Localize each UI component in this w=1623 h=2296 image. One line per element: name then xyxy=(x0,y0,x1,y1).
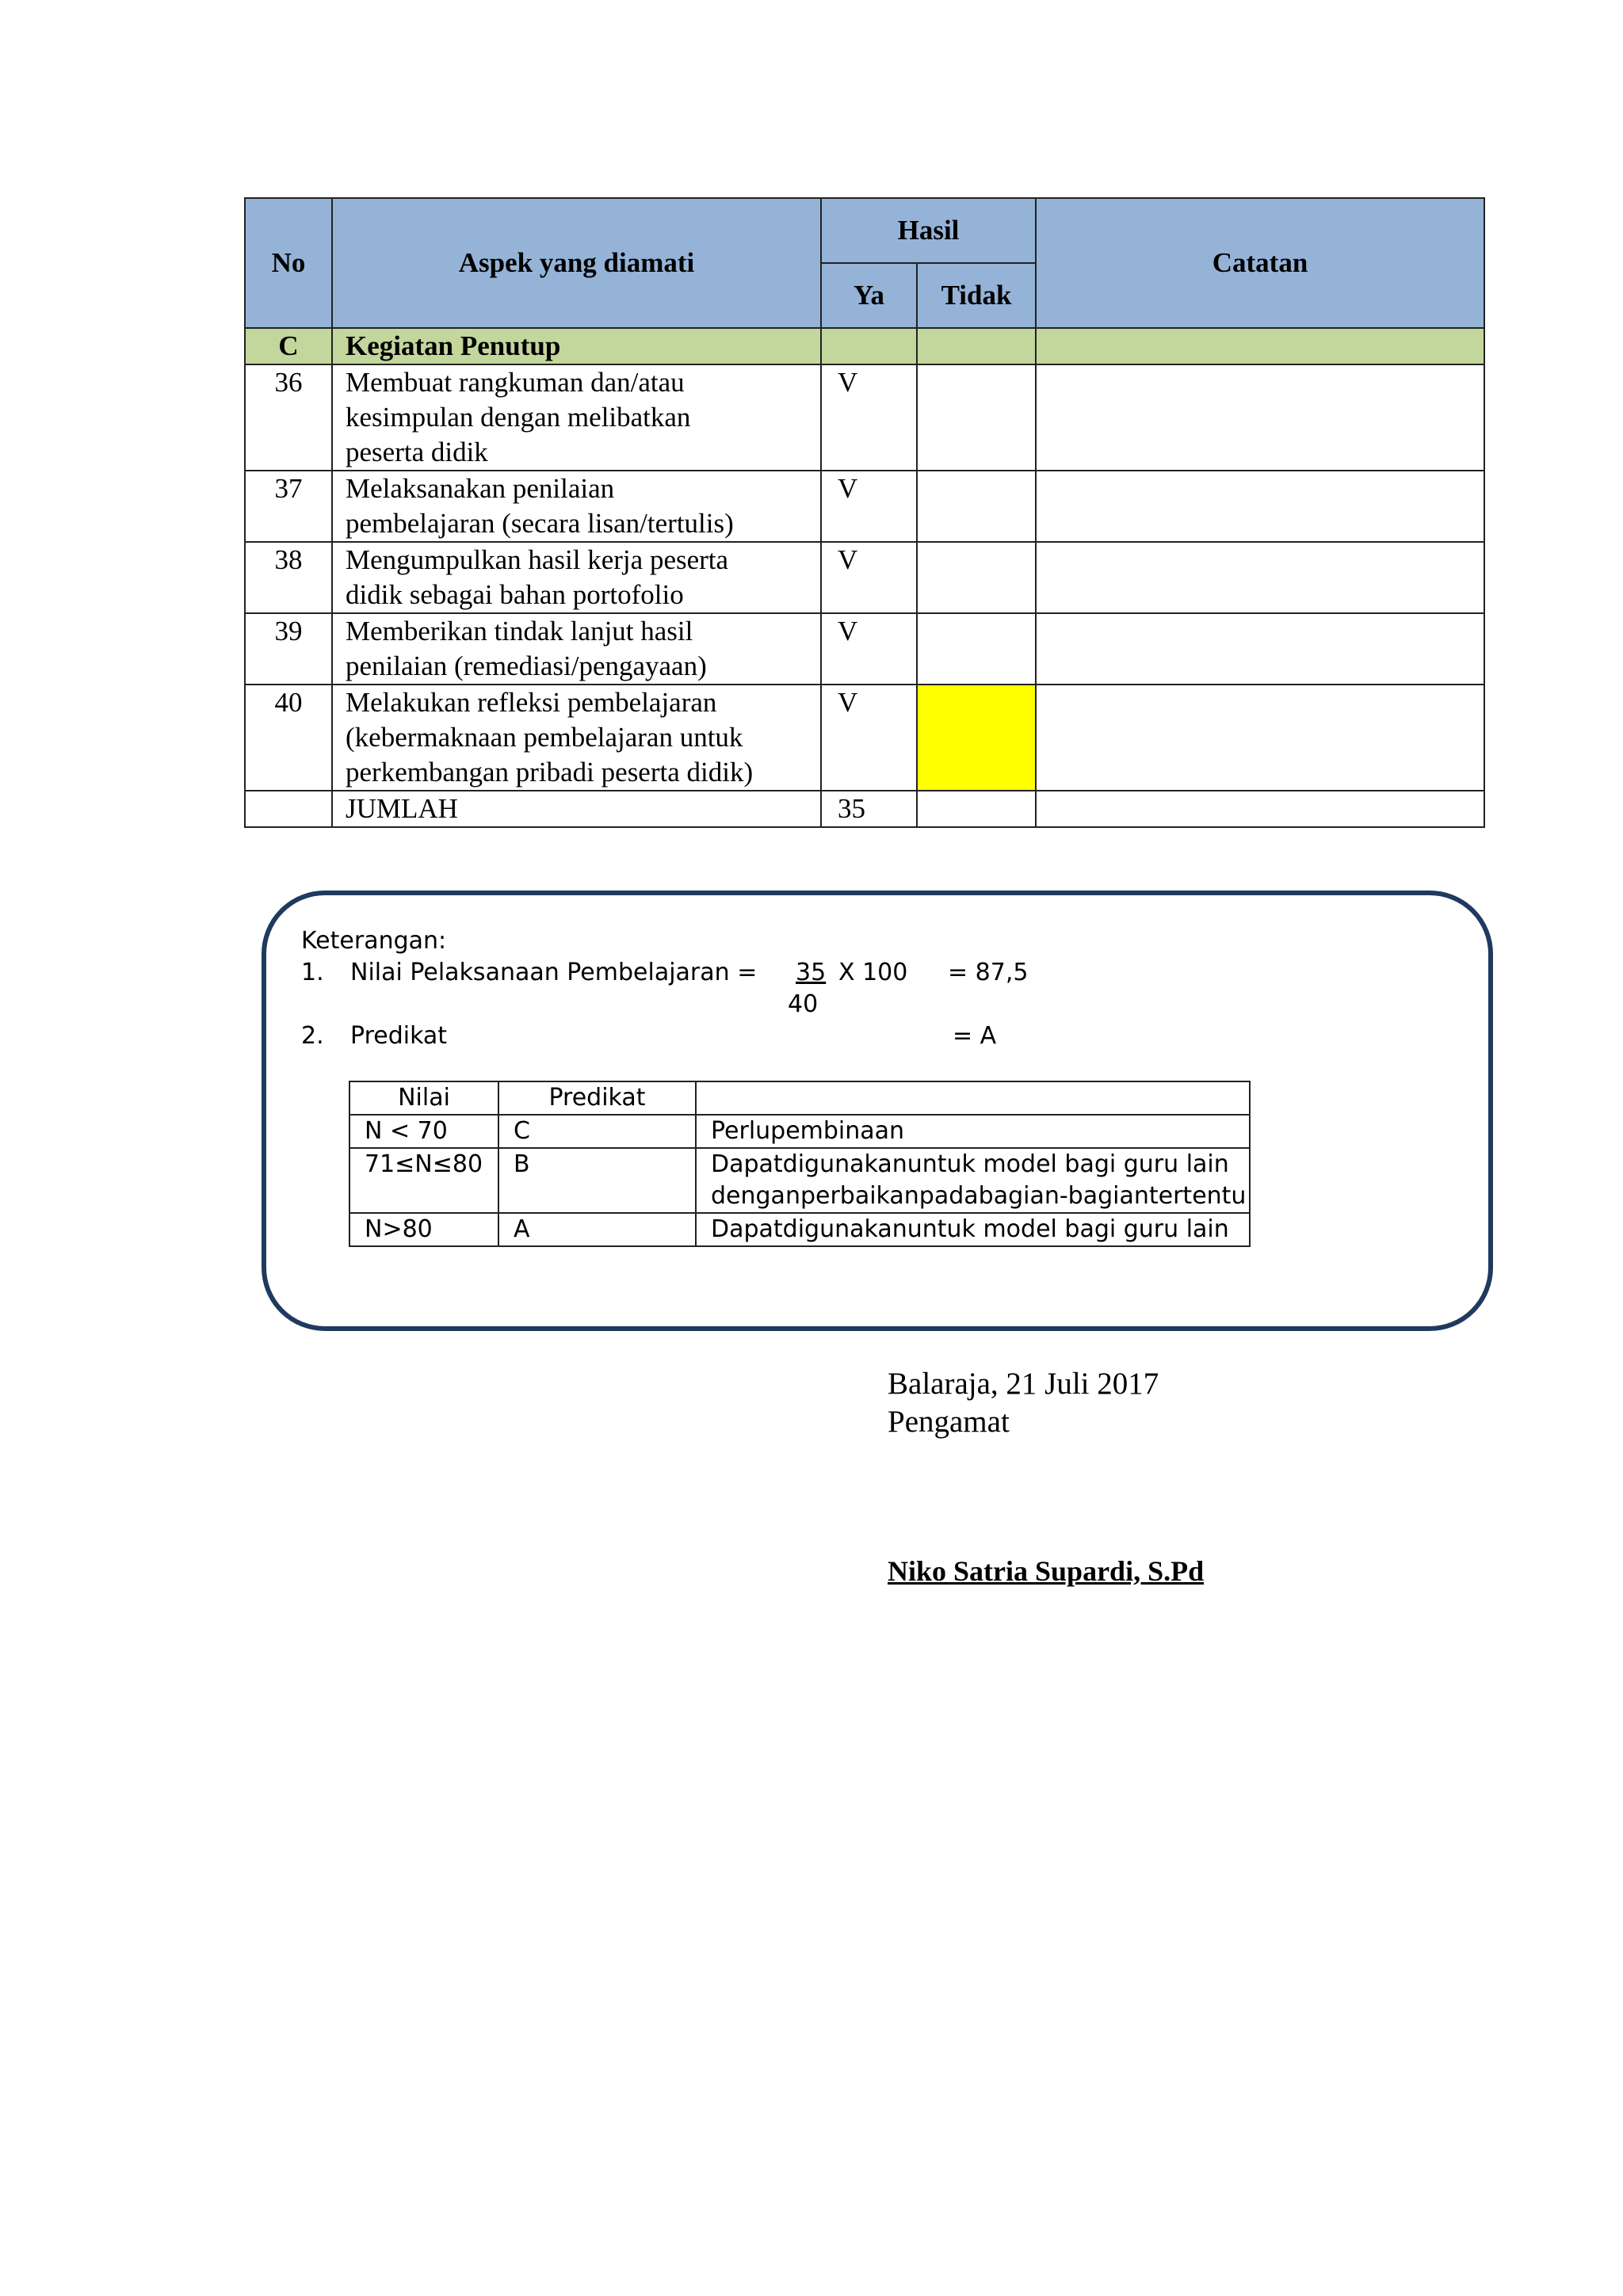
row-no: 38 xyxy=(245,542,332,613)
table-row xyxy=(349,1115,1250,1148)
pred-predikat: A xyxy=(498,1213,696,1246)
row-tidak xyxy=(917,364,1036,471)
row-catatan xyxy=(1036,542,1484,613)
row-aspek: Membuat rangkuman dan/atau kesimpulan dengan melibatkan peserta didik xyxy=(332,364,821,471)
table-row xyxy=(245,685,1484,791)
item1-result: = 87,5 xyxy=(948,959,1029,986)
table-row xyxy=(245,364,1484,471)
multiplier: X 100 xyxy=(838,959,908,986)
row-no: 40 xyxy=(245,685,332,791)
section-title: Kegiatan Penutup xyxy=(332,328,821,364)
row-catatan xyxy=(1036,471,1484,542)
predikat-result: = A xyxy=(953,1022,997,1050)
row-ya: V xyxy=(821,613,917,685)
row-tidak xyxy=(917,471,1036,542)
item1-label: Nilai Pelaksanaan Pembelajaran = xyxy=(350,959,758,986)
row-no: 37 xyxy=(245,471,332,542)
table-row xyxy=(245,613,1484,685)
item2-number: 2. xyxy=(301,1022,324,1050)
row-ya: V xyxy=(821,364,917,471)
row-ya: V xyxy=(821,685,917,791)
signature-role: Pengamat xyxy=(888,1405,1010,1439)
total-row xyxy=(245,791,1484,827)
fraction-denominator: 40 xyxy=(788,990,819,1018)
pred-nilai: 71≤N≤80 xyxy=(349,1148,498,1213)
row-aspek: Melaksanakan penilaian pembelajaran (secara lisan/tertulis) xyxy=(332,471,821,542)
pred-nilai: N>80 xyxy=(349,1213,498,1246)
total-ya: 35 xyxy=(821,791,917,827)
item2-label: Predikat xyxy=(350,1022,448,1050)
pred-ket: Dapatdigunakanuntuk model bagi guru lain xyxy=(696,1213,1250,1246)
row-aspek: Melakukan refleksi pembelajaran (kebermaknaan pembelajaran untuk perkembangan pribadi peserta didik) xyxy=(332,685,821,791)
signature-place-date: Balaraja, 21 Juli 2017 xyxy=(888,1367,1159,1401)
row-no: 39 xyxy=(245,613,332,685)
keterangan-title: Keterangan: xyxy=(301,927,447,955)
row-aspek: Mengumpulkan hasil kerja peserta didik sebagai bahan portofolio xyxy=(332,542,821,613)
table-row xyxy=(349,1148,1250,1213)
predikat-table xyxy=(349,1081,1251,1247)
pred-header-nilai: Nilai xyxy=(349,1081,498,1115)
item1-number: 1. xyxy=(301,959,324,986)
header-aspek: Aspek yang diamati xyxy=(332,198,821,328)
header-catatan: Catatan xyxy=(1036,198,1484,328)
section-code: C xyxy=(245,328,332,364)
total-label: JUMLAH xyxy=(332,791,821,827)
observation-table xyxy=(244,197,1485,828)
keterangan-box xyxy=(262,891,1493,1331)
pred-ket: Dapatdigunakanuntuk model bagi guru lain denganperbaikanpadabagian-bagiantertentu xyxy=(696,1148,1250,1213)
table-row xyxy=(245,542,1484,613)
pred-nilai: N < 70 xyxy=(349,1115,498,1148)
header-hasil: Hasil xyxy=(821,198,1036,263)
pred-predikat: B xyxy=(498,1148,696,1213)
pred-predikat: C xyxy=(498,1115,696,1148)
pred-header-predikat: Predikat xyxy=(498,1081,696,1115)
row-tidak xyxy=(917,613,1036,685)
row-ya: V xyxy=(821,542,917,613)
table-row xyxy=(349,1213,1250,1246)
section-row xyxy=(245,328,1484,364)
header-no: No xyxy=(245,198,332,328)
pred-ket: Perlupembinaan xyxy=(696,1115,1250,1148)
row-aspek: Memberikan tindak lanjut hasil penilaian (remediasi/pengayaan) xyxy=(332,613,821,685)
row-catatan xyxy=(1036,364,1484,471)
row-catatan xyxy=(1036,613,1484,685)
row-catatan xyxy=(1036,685,1484,791)
header-ya: Ya xyxy=(821,263,917,328)
header-tidak: Tidak xyxy=(917,263,1036,328)
row-tidak xyxy=(917,542,1036,613)
fraction-numerator: 35 xyxy=(796,959,827,986)
signature-name: Niko Satria Supardi, S.Pd xyxy=(888,1555,1205,1587)
table-row xyxy=(245,471,1484,542)
row-no: 36 xyxy=(245,364,332,471)
row-tidak-highlighted xyxy=(917,685,1036,791)
row-ya: V xyxy=(821,471,917,542)
pred-header-ket xyxy=(696,1081,1250,1115)
